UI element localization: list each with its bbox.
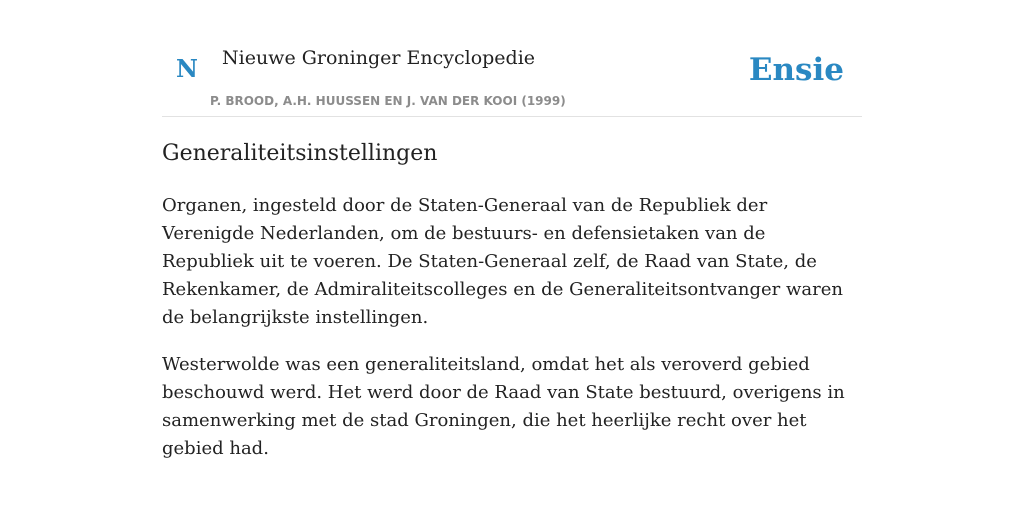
publication-logo[interactable]: N — [176, 54, 198, 83]
article-paragraph: Westerwolde was een generaliteitsland, omdat het als veroverd gebied beschouwd werd. Het werd door de Raad van State bestuurd, overigens in samenwerking met de stad Groningen, die het heerlijke recht over het gebied had. — [162, 354, 845, 459]
article-paragraph: Organen, ingesteld door de Staten-Generaal van de Republiek der Verenigde Nederlanden, om de bestuurs- en defensietaken van de Republiek uit te voeren. De Staten-Generaal zelf, de Raad van State, de Rekenkamer, de Admiraliteitscolleges en de Generaliteitsontvanger waren de belangrijkste instellingen. — [162, 195, 843, 328]
publication-authors: P. BROOD, A.H. HUUSSEN EN J. VAN DER KOOI (1999) — [210, 94, 566, 108]
encyclopedia-header — [162, 0, 862, 117]
ensie-logo[interactable]: Ensie — [748, 52, 844, 88]
article-body — [162, 192, 862, 482]
article-title: Generaliteitsinstellingen — [162, 141, 438, 166]
publication-title[interactable]: Nieuwe Groninger Encyclopedie — [222, 47, 536, 69]
